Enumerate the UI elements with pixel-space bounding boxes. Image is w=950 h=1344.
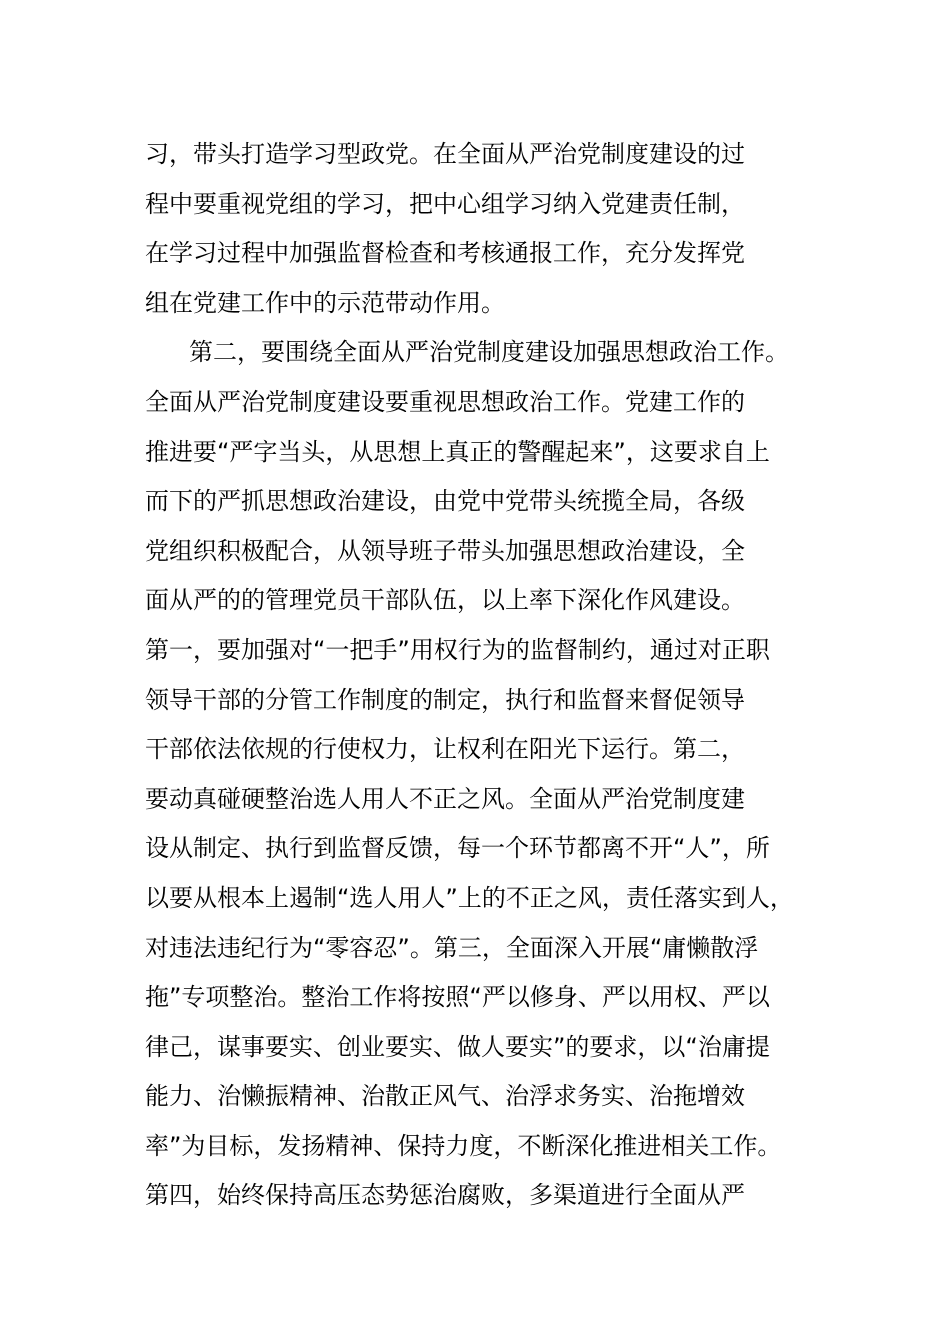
text-line: 率”为目标，发扬精神、保持力度，不断深化推进相关工作。 [145,1131,782,1160]
text-line: 领导干部的分管工作制度的制定，执行和监督来督促领导 [145,685,745,714]
paragraph-first-line: 第二，要围绕全面从严治党制度建设加强思想政治工作。 [189,338,789,367]
text-line: 推进要“严字当头，从思想上真正的警醒起来”，这要求自上 [145,437,770,466]
text-line: 面从严的的管理党员干部队伍，以上率下深化作风建设。 [145,586,745,615]
body-text [145,130,845,1221]
text-line: 第四，始终保持高压态势惩治腐败，多渠道进行全面从严 [145,1181,745,1210]
text-line: 习，带头打造学习型政党。在全面从严治党制度建设的过 [145,140,745,168]
text-line: 而下的严抓思想政治建设，由党中党带头统揽全局，各级 [145,487,745,516]
text-line: 干部依法依规的行使权力，让权利在阳光下运行。第二， [145,735,745,764]
text-line: 第一，要加强对“一把手”用权行为的监督制约，通过对正职 [145,635,770,664]
text-line: 以要从根本上遏制“选人用人”上的不正之风，责任落实到人， [145,883,794,912]
text-line: 拖”专项整治。整治工作将按照“严以修身、严以用权、严以 [145,983,770,1012]
text-line: 党组织积极配合，从领导班子带头加强思想政治建设，全 [145,536,745,565]
text-line: 全面从严治党制度建设要重视思想政治工作。党建工作的 [145,387,745,416]
text-line: 对违法违纪行为“零容忍”。第三，全面深入开展“庸懒散浮 [145,933,759,962]
text-line: 要动真碰硬整治选人用人不正之风。全面从严治党制度建 [145,784,745,813]
text-line: 设从制定、执行到监督反馈，每一个环节都离不开“人”，所 [145,834,770,863]
text-line: 在学习过程中加强监督检查和考核通报工作，充分发挥党 [145,239,745,268]
text-line: 程中要重视党组的学习，把中心组学习纳入党建责任制， [145,189,745,218]
text-line: 组在党建工作中的示范带动作用。 [145,288,505,317]
text-line: 能力、治懒振精神、治散正风气、治浮求务实、治拖增效 [145,1082,745,1111]
text-line: 律己，谋事要实、创业要实、做人要实”的要求，以“治庸提 [145,1032,770,1061]
